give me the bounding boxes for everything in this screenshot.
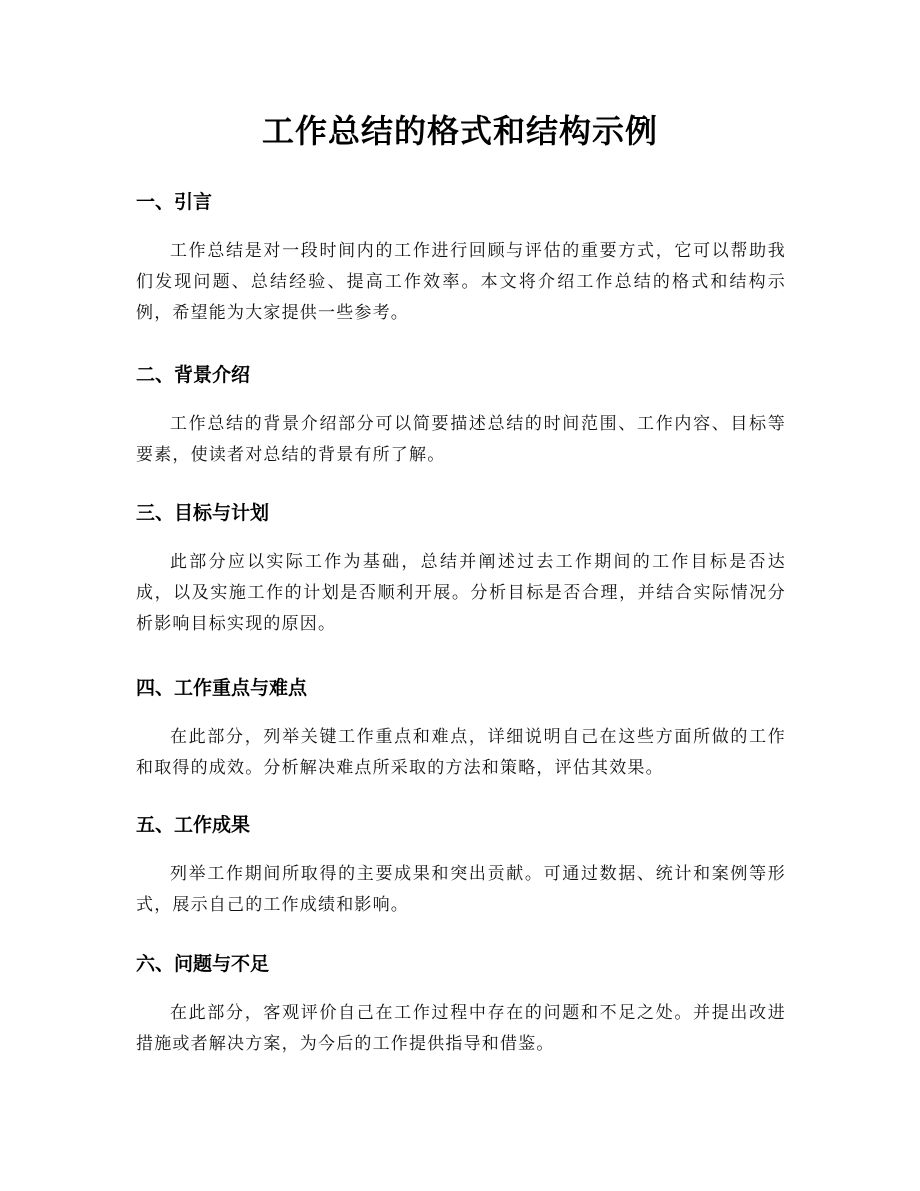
section-goals-and-plans <box>136 499 786 640</box>
section-heading: 四、工作重点与难点 <box>136 677 308 699</box>
section-background <box>136 361 786 471</box>
section-heading: 六、问题与不足 <box>136 953 270 975</box>
section-paragraph: 列举工作期间所取得的主要成果和突出贡献。可通过数据、统计和案例等形式，展示自己的工作成绩和影响。 <box>136 864 786 915</box>
document-title: 工作总结的格式和结构示例 <box>261 112 658 150</box>
section-problems <box>136 950 786 1060</box>
section-paragraph: 工作总结的背景介绍部分可以简要描述总结的时间范围、工作内容、目标等要素，使读者对总结的背景有所了解。 <box>136 414 786 465</box>
section-heading: 一、引言 <box>136 191 213 213</box>
section-paragraph: 工作总结是对一段时间内的工作进行回顾与评估的重要方式，它可以帮助我们发现问题、总结经验、提高工作效率。本文将介绍工作总结的格式和结构示例，希望能为大家提供一些参考。 <box>136 241 786 323</box>
section-heading: 二、背景介绍 <box>136 364 251 386</box>
section-paragraph: 此部分应以实际工作为基础，总结并阐述过去工作期间的工作目标是否达成，以及实施工作的计划是否顺利开展。分析目标是否合理，并结合实际情况分析影响目标实现的原因。 <box>136 552 786 634</box>
section-introduction <box>136 188 786 329</box>
section-key-points <box>136 674 786 784</box>
section-heading: 五、工作成果 <box>136 814 251 836</box>
section-achievements <box>136 811 786 921</box>
section-heading: 三、目标与计划 <box>136 502 270 524</box>
section-paragraph: 在此部分，列举关键工作重点和难点，详细说明自己在这些方面所做的工作和取得的成效。分析解决难点所采取的方法和策略，评估其效果。 <box>136 727 786 778</box>
section-paragraph: 在此部分，客观评价自己在工作过程中存在的问题和不足之处。并提出改进措施或者解决方案，为今后的工作提供指导和借鉴。 <box>136 1003 786 1054</box>
